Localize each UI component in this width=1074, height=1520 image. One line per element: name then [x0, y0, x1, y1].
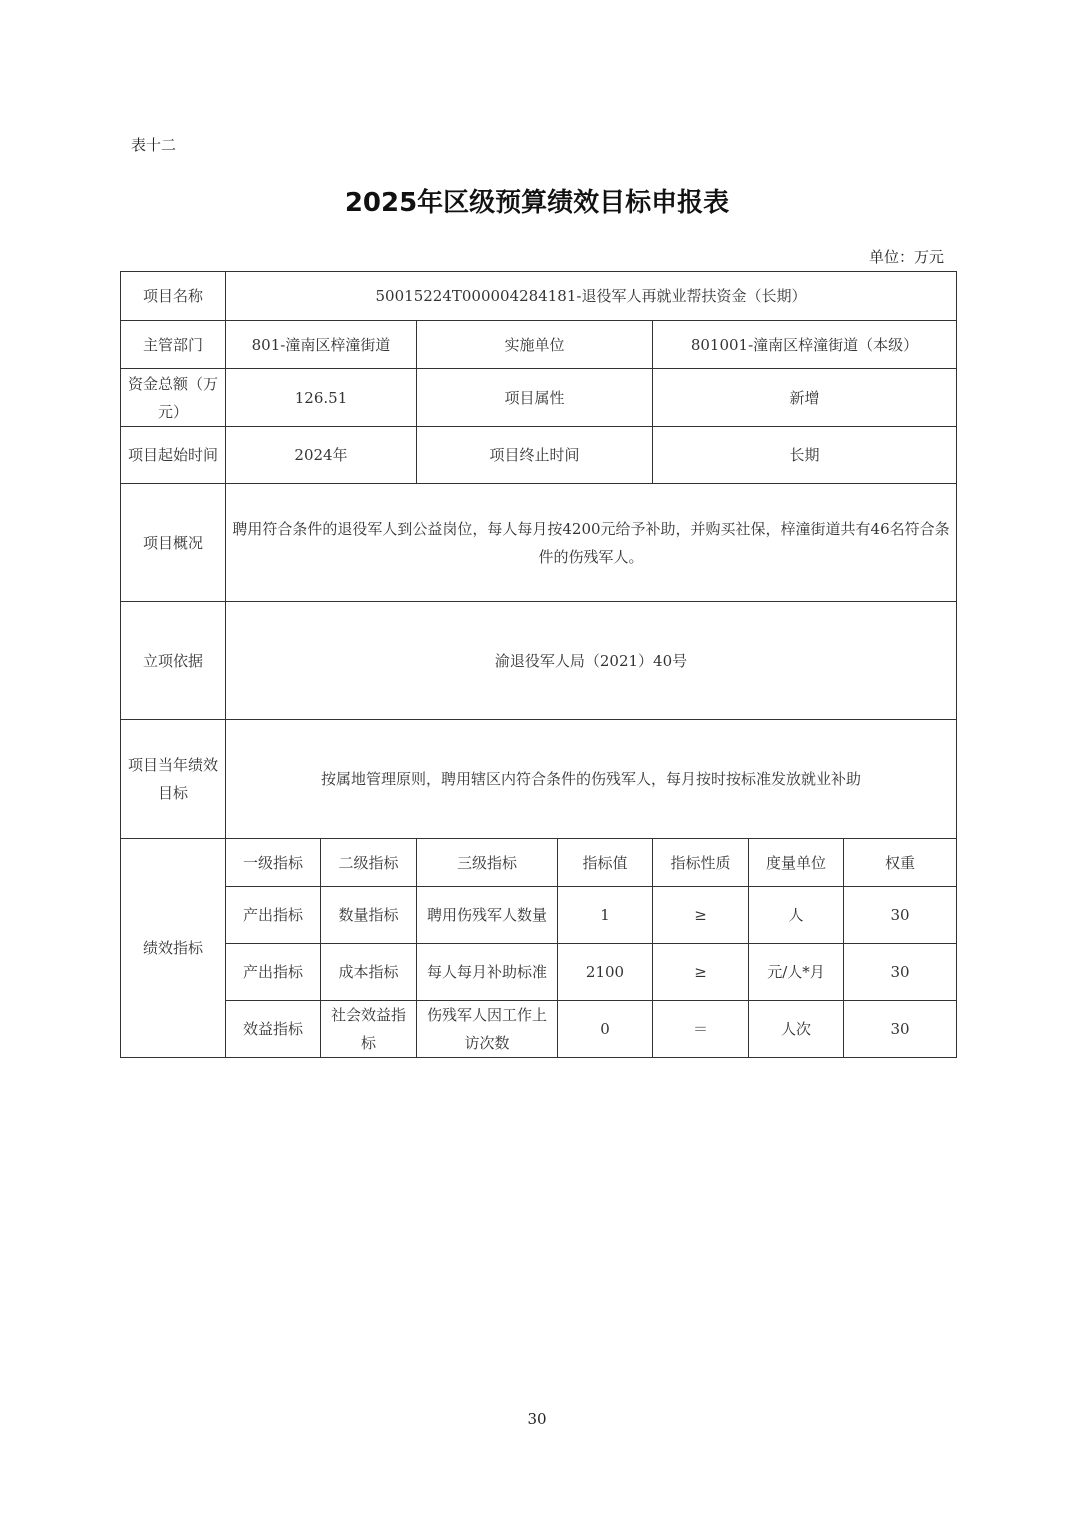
implementer-label: 实施单位 [417, 321, 653, 369]
overview-label: 项目概况 [121, 484, 226, 602]
basis-label: 立项依据 [121, 602, 226, 720]
table-label: 表十二 [131, 136, 177, 154]
indicator-level1: 效益指标 [226, 1001, 321, 1058]
indicator-unit: 人次 [749, 1001, 844, 1058]
department-label: 主管部门 [121, 321, 226, 369]
total-funds-value: 126.51 [226, 369, 417, 427]
indicator-weight: 30 [844, 944, 957, 1001]
table-row [121, 944, 957, 1001]
header-level1: 一级指标 [226, 839, 321, 887]
indicator-header-row [121, 839, 957, 887]
header-value: 指标值 [558, 839, 653, 887]
header-nature: 指标性质 [653, 839, 749, 887]
indicator-value: 0 [558, 1001, 653, 1058]
indicator-unit: 元/人*月 [749, 944, 844, 1001]
indicator-weight: 30 [844, 1001, 957, 1058]
row-department [121, 321, 957, 369]
implementer-value: 801001-潼南区梓潼街道（本级） [653, 321, 957, 369]
row-time [121, 427, 957, 484]
end-time-label: 项目终止时间 [417, 427, 653, 484]
project-name-value: 50015224T000004284181-退役军人再就业帮扶资金（长期） [226, 272, 957, 321]
row-annual-goal [121, 720, 957, 839]
header-level3: 三级指标 [417, 839, 558, 887]
header-unit: 度量单位 [749, 839, 844, 887]
header-level2: 二级指标 [321, 839, 417, 887]
table-row [121, 1001, 957, 1058]
unit-label: 单位：万元 [868, 248, 944, 266]
overview-value: 聘用符合条件的退役军人到公益岗位，每人每月按4200元给予补助，并购买社保，梓潼街道共有46名符合条件的伤残军人。 [226, 484, 957, 602]
header-weight: 权重 [844, 839, 957, 887]
row-overview [121, 484, 957, 602]
indicator-unit: 人 [749, 887, 844, 944]
end-time-value: 长期 [653, 427, 957, 484]
project-attribute-label: 项目属性 [417, 369, 653, 427]
project-attribute-value: 新增 [653, 369, 957, 427]
indicator-level1: 产出指标 [226, 887, 321, 944]
indicator-level2: 数量指标 [321, 887, 417, 944]
page-number: 30 [527, 1410, 547, 1428]
budget-performance-table [120, 271, 957, 1058]
annual-goal-label: 项目当年绩效目标 [121, 720, 226, 839]
start-time-value: 2024年 [226, 427, 417, 484]
total-funds-label: 资金总额（万元） [121, 369, 226, 427]
row-basis [121, 602, 957, 720]
indicator-level2: 社会效益指标 [321, 1001, 417, 1058]
basis-value: 渝退役军人局（2021）40号 [226, 602, 957, 720]
indicator-level3: 聘用伤残军人数量 [417, 887, 558, 944]
annual-goal-value: 按属地管理原则，聘用辖区内符合条件的伤残军人，每月按时按标准发放就业补助 [226, 720, 957, 839]
indicator-level1: 产出指标 [226, 944, 321, 1001]
start-time-label: 项目起始时间 [121, 427, 226, 484]
indicator-nature: ≥ [653, 944, 749, 1001]
indicator-level3: 伤残军人因工作上访次数 [417, 1001, 558, 1058]
indicator-nature: ＝ [653, 1001, 749, 1058]
project-name-label: 项目名称 [121, 272, 226, 321]
table-row [121, 887, 957, 944]
indicator-level3: 每人每月补助标准 [417, 944, 558, 1001]
row-project-name [121, 272, 957, 321]
page-title: 2025年区级预算绩效目标申报表 [344, 188, 730, 218]
indicator-value: 1 [558, 887, 653, 944]
indicator-value: 2100 [558, 944, 653, 1001]
indicator-weight: 30 [844, 887, 957, 944]
department-value: 801-潼南区梓潼街道 [226, 321, 417, 369]
indicator-nature: ≥ [653, 887, 749, 944]
indicators-section-label: 绩效指标 [121, 839, 226, 1058]
indicator-level2: 成本指标 [321, 944, 417, 1001]
row-funds [121, 369, 957, 427]
